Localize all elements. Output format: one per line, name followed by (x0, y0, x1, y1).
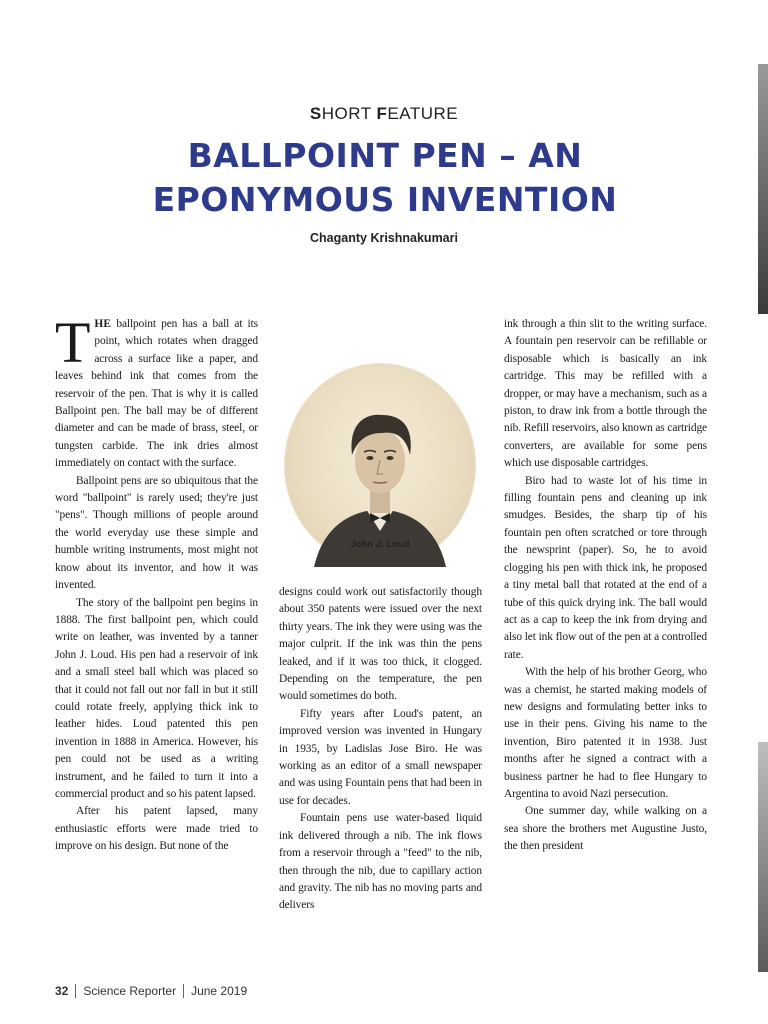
article-column-1 (55, 310, 258, 856)
author-byline: Chaganty Krishnakumari (310, 231, 458, 245)
portrait-icon (284, 363, 476, 567)
paragraph-4: After his patent lapsed, many enthusiastic efforts were made tried to improve on his design. But none of the (55, 805, 258, 853)
article-column-2 (279, 584, 482, 915)
paragraph-1 (55, 310, 258, 473)
magazine-name: Science Reporter (83, 984, 177, 998)
paragraph-7: Fountain pens use water-based liquid ink delivered through a nib. The ink flows from a reservoir through a "feed" to the nib, then through the nib, due to capillary action and gravity. The nib has no moving parts and delivers (279, 812, 482, 912)
article-title (130, 134, 640, 222)
lead-in: HE (94, 318, 112, 330)
kicker-text-feature: EATURE (387, 104, 459, 123)
edge-bleed-top (758, 64, 768, 314)
footer-divider (183, 984, 184, 998)
edge-bleed-bottom (758, 742, 768, 972)
footer-divider (75, 984, 76, 998)
paragraph-8: ink through a thin slit to the writing surface. A fountain pen reservoir can be refillable or disposable which is basically an ink cartridge. This may be refilled with a dropper, or may have a mechanism, such as a piston, to draw ink from a bottle through the nib. Refill reservoirs, also known as cartridge converters, are available for some pens which use disposable cartridges. (504, 318, 707, 470)
article-column-3 (504, 316, 707, 856)
title-line-2: EPONYMOUS INVENTION (152, 180, 618, 219)
paragraph-10: With the help of his brother Georg, who was a chemist, he started making models of new designs and formulating better inks to use in their pens. Giving his name to the invention, Biro patented it in 1938. Just months after he signed a contract with a business partner he had to flee Hungary to Argentina to avoid Nazi persecution. (504, 666, 707, 800)
kicker-initial-s: S (309, 104, 322, 123)
issue-date: June 2019 (191, 984, 248, 998)
paragraph-11: One summer day, while walking on a sea shore the brothers met Augustine Justo, the then president (504, 805, 707, 853)
paragraph-9: Biro had to waste lot of his time in filling fountain pens and cleaning up ink smudges. Besides, the sharp tip of his fountain pen often scratched or tore through the newsprint (paper). So, he to avoid clogging his pen with thick ink, he proposed a tiny metal ball that rotated at the end of a tube of this quick drying ink. The ball would act as a cap to keep the ink from drying and also let ink flow out of the pen at a controlled rate. (504, 474, 707, 661)
paragraph-text: ballpoint pen has a ball at its point, which rotates when dragged across a surface like a paper, and leaves behind ink that comes from the reservoir of the pen. That is why it is called Ballpoint pen. The ball may be of different diameter and can be made of brass, steel, or tungsten carbide. The ink dries almost immediately on contact with the surface. (55, 318, 258, 470)
paragraph-2: Ballpoint pens are so ubiquitous that the word "ballpoint" is rarely used; they're just "pens". Though millions of people around the world everyday use these simple and humble writing instruments, most might not know about its inventor, and how it was invented. (55, 474, 258, 592)
paragraph-5: designs could work out satisfactorily though about 350 patents were issued over the next thirty years. The ink they were using was the major culprit. If the ink was thin the pens leaked, and if it was too thick, it clogged. Depending on the temperature, the pen would sometimes do both. (279, 586, 482, 703)
kicker-initial-f: F (376, 104, 388, 123)
section-kicker (0, 104, 768, 124)
drop-cap: T (55, 310, 91, 375)
page-number: 32 (55, 984, 69, 998)
portrait-photo (284, 363, 476, 567)
paragraph-6: Fifty years after Loud's patent, an improved version was invented in Hungary in 1935, by Ladislas Jose Biro. He was working as an editor of a small newspaper and was using Fountain pens that had been in use for decades. (279, 707, 482, 807)
page-footer (55, 984, 247, 998)
paragraph-3: The story of the ballpoint pen begins in 1888. The first ballpoint pen, which could write on leather, was invented by a tanner John J. Loud. His pen had a reservoir of ink and a small steel ball which was placed so that it could not fall out nor fall in but it still could rotate freely, applying thick ink to leather hides. Loud patented this pen invention in 1888 in America. However, his pen could not be used as a writing instrument, and he failed to turn it into a commercial product and so his patent lapsed. (55, 596, 258, 800)
title-line-1: BALLPOINT PEN – AN (187, 136, 583, 175)
kicker-text-short: HORT (321, 104, 377, 123)
figure-caption: John J. Loud (350, 539, 410, 550)
